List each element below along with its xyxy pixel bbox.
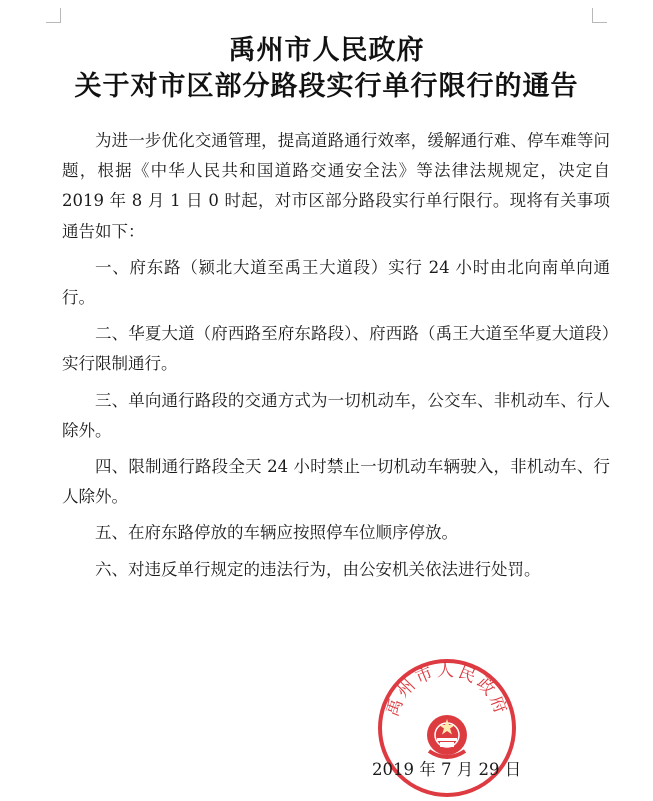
notice-item-1: 一、府东路（颍北大道至禹王大道段）实行 24 小时由北向南单向通行。 xyxy=(62,257,610,308)
intro-paragraph: 为进一步优化交通管理，提高道路通行效率，缓解通行难、停车难等问题，根据《中华人民共和国道路交通安全法》等法律法规规定，决定自 2019 年 8 月 1 日 0 时起，对市区部分路段实行单行限行。现将有关事项通告如下： xyxy=(62,131,610,241)
notice-item-5: 五、在府东路停放的车辆应按照停车位顺序停放。 xyxy=(95,523,458,543)
seal-text: 禹州市人民政府 xyxy=(382,660,512,720)
document-body xyxy=(62,126,610,585)
document-date: 2019 年 7 月 29 日 xyxy=(372,760,522,779)
svg-text:禹州市人民政府 xyxy=(383,661,512,719)
page-corner-mark-left xyxy=(46,8,61,23)
notice-item-3: 三、单向通行路段的交通方式为一切机动车，公交车、非机动车、行人除外。 xyxy=(62,390,610,440)
document-title-line1: 禹州市人民政府 xyxy=(228,35,425,66)
notice-item-6: 六、对违反单行规定的违法行为，由公安机关依法进行处罚。 xyxy=(95,559,541,579)
page-corner-mark-right xyxy=(592,8,607,23)
notice-item-4: 四、限制通行路段全天 24 小时禁止一切机动车辆驶入，非机动车、行人除外。 xyxy=(62,457,610,507)
document-title-line2: 关于对市区部分路段实行单行限行的通告 xyxy=(74,71,579,102)
notice-item-2: 二、华夏大道（府西路至府东路段）、府西路（禹王大道至华夏大道段）实行限制通行。 xyxy=(62,324,610,374)
national-emblem-icon xyxy=(427,715,467,757)
